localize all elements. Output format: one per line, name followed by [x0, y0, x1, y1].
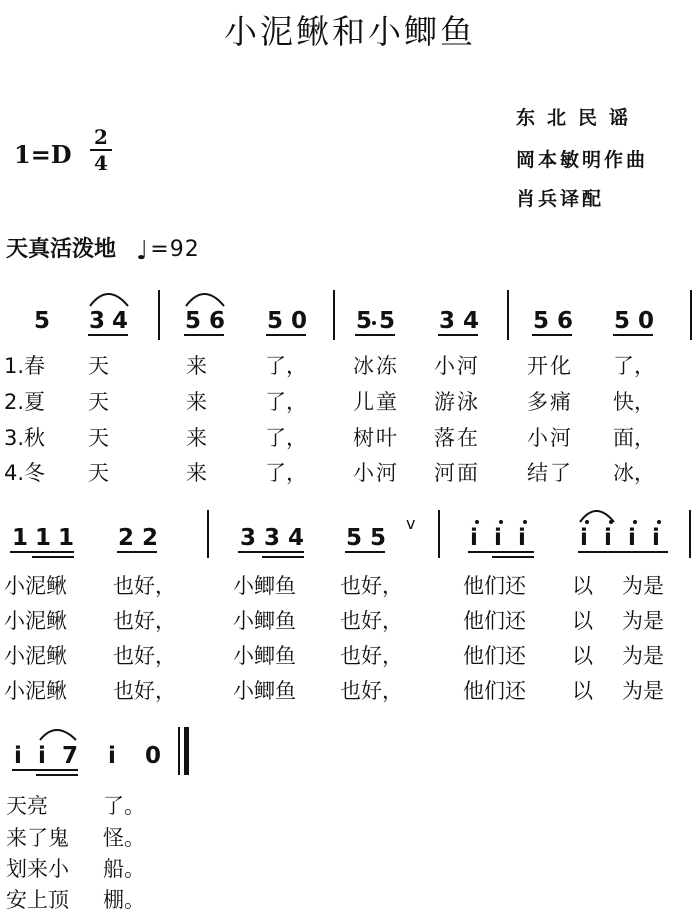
note: 1 [58, 525, 75, 551]
lyric: 为是 [622, 644, 664, 668]
lyric: 4.冬 [4, 461, 46, 485]
lyric: 儿童 [353, 390, 399, 414]
final-bar-thin [178, 727, 180, 775]
octave-dot [585, 520, 589, 524]
note: i [628, 525, 636, 551]
lyric: 1.春 [4, 354, 46, 378]
lyric: 也好， [113, 609, 176, 633]
lyric: 以 [572, 644, 593, 668]
note: 4 [463, 308, 480, 334]
breath-mark: v [406, 514, 416, 533]
lyric: 为是 [622, 679, 664, 703]
underline-beam [12, 769, 78, 771]
lyric: 也好， [340, 644, 403, 668]
underline-beam [32, 556, 74, 558]
note: i [108, 743, 116, 769]
lyric: 树叶 [353, 426, 399, 450]
lyric: 天 [88, 354, 109, 378]
note: i [652, 525, 660, 551]
note: 2 [118, 525, 135, 551]
note: 5 [356, 308, 373, 334]
underline-beam [262, 556, 304, 558]
lyric: 天 [88, 390, 109, 414]
octave-dot [475, 520, 479, 524]
note: 0 [145, 743, 162, 769]
augmentation-dot [372, 321, 376, 325]
lyric: 安上顶 [6, 888, 69, 912]
slur [90, 294, 128, 306]
lyric: 以 [572, 679, 593, 703]
underline-beam [468, 551, 534, 553]
lyric: 了， [265, 390, 307, 414]
lyric: 小泥鳅 [4, 644, 67, 668]
lyric: 小鲫鱼 [233, 644, 296, 668]
note: 5 [533, 308, 550, 334]
lyric: 小鲫鱼 [233, 609, 296, 633]
lyric: 了。 [103, 794, 145, 818]
note: 3 [89, 308, 106, 334]
underline-beam [266, 334, 306, 336]
final-bar-thick [184, 727, 189, 775]
tempo-value: =92 [150, 237, 200, 262]
lyric: 也好， [113, 574, 176, 598]
lyric: 游泳 [434, 390, 480, 414]
bar-line [333, 290, 335, 340]
bar-line [690, 290, 692, 340]
note: 2 [142, 525, 159, 551]
bar-line [689, 510, 691, 558]
lyric: 来了鬼 [6, 826, 69, 850]
underline-beam [438, 334, 478, 336]
lyric: 3.秋 [4, 426, 46, 450]
note: i [14, 743, 22, 769]
slur [186, 294, 224, 306]
note: 5 [614, 308, 631, 334]
bar-line [438, 510, 440, 558]
note: i [580, 525, 588, 551]
time-signature-top: 2 [94, 125, 108, 149]
note: 5 [267, 308, 284, 334]
lyric: 棚。 [103, 888, 145, 912]
lyric: 落在 [434, 426, 480, 450]
underline-beam [184, 334, 224, 336]
lyric: 也好， [340, 609, 403, 633]
lyric: 面， [613, 426, 655, 450]
lyric: 开化 [527, 354, 573, 378]
lyric: 来 [186, 354, 207, 378]
quarter-note-icon: ♩ [136, 236, 149, 266]
note: i [518, 525, 526, 551]
underline-beam [492, 556, 534, 558]
lyric: 也好， [340, 574, 403, 598]
note: 7 [62, 743, 79, 769]
lyric: 小河 [434, 354, 480, 378]
lyric: 小泥鳅 [4, 679, 67, 703]
note: 6 [209, 308, 226, 334]
lyric: 也好， [340, 679, 403, 703]
underline-beam [88, 334, 128, 336]
tempo-marking [6, 232, 200, 266]
underline-beam [117, 551, 157, 553]
note: 5 [185, 308, 202, 334]
lyric: 以 [572, 574, 593, 598]
lyric: 了， [613, 354, 655, 378]
note: i [604, 525, 612, 551]
note: i [38, 743, 46, 769]
note: i [470, 525, 478, 551]
note: 1 [35, 525, 52, 551]
lyric: 小鲫鱼 [233, 574, 296, 598]
underline-beam [532, 334, 572, 336]
note: 5 [34, 308, 51, 334]
lyric: 2.夏 [4, 390, 46, 414]
note: 3 [439, 308, 456, 334]
lyric: 小泥鳅 [4, 574, 67, 598]
underline-beam [613, 334, 653, 336]
lyric: 了， [265, 354, 307, 378]
underline-beam [10, 551, 74, 553]
note: 0 [291, 308, 308, 334]
lyric: 他们还 [463, 679, 526, 703]
note: 6 [557, 308, 574, 334]
bar-line [158, 290, 160, 340]
octave-dot [523, 520, 527, 524]
time-signature [90, 126, 112, 174]
note: 4 [288, 525, 305, 551]
lyric: 河面 [434, 461, 480, 485]
note: 5 [346, 525, 363, 551]
lyric: 小河 [353, 461, 399, 485]
lyric: 天亮 [6, 794, 48, 818]
note: 0 [638, 308, 655, 334]
lyric: 小泥鳅 [4, 609, 67, 633]
credit-composer: 岡本敏明作曲 [516, 149, 649, 171]
lyric: 多痛 [527, 390, 573, 414]
lyric: 也好， [113, 679, 176, 703]
lyric: 怪。 [103, 826, 145, 850]
note: 3 [240, 525, 257, 551]
note: i [494, 525, 502, 551]
note: 3 [264, 525, 281, 551]
time-signature-bottom: 4 [94, 151, 108, 175]
lyric: 为是 [622, 609, 664, 633]
underline-beam [36, 774, 78, 776]
lyric: 来 [186, 426, 207, 450]
note: 5 [379, 308, 396, 334]
underline-beam [578, 551, 668, 553]
octave-dot [657, 520, 661, 524]
lyric: 来 [186, 461, 207, 485]
credit-translator: 肖兵译配 [516, 188, 605, 210]
lyric: 冰冻 [353, 354, 399, 378]
key-signature: 1=D [14, 140, 72, 169]
bar-line [207, 510, 209, 558]
lyric: 小鲫鱼 [233, 679, 296, 703]
credit-folk-origin: 东北民谣 [516, 107, 641, 129]
underline-beam [345, 551, 385, 553]
note: 5 [370, 525, 387, 551]
octave-dot [633, 520, 637, 524]
lyric: 他们还 [463, 609, 526, 633]
lyric: 快， [613, 390, 655, 414]
lyric: 了， [265, 461, 307, 485]
lyric: 了， [265, 426, 307, 450]
note: 4 [112, 308, 129, 334]
song-title: 小泥鳅和小鲫鱼 [224, 12, 476, 51]
octave-dot [609, 520, 613, 524]
lyric: 他们还 [463, 574, 526, 598]
underline-beam [355, 334, 395, 336]
lyric: 划来小 [6, 857, 69, 881]
lyric: 也好， [113, 644, 176, 668]
lyric: 为是 [622, 574, 664, 598]
underline-beam [238, 551, 304, 553]
lyric: 他们还 [463, 644, 526, 668]
lyric: 天 [88, 461, 109, 485]
lyric: 结了 [527, 461, 573, 485]
slur [40, 730, 76, 740]
octave-dot [499, 520, 503, 524]
bar-line [507, 290, 509, 340]
lyric: 来 [186, 390, 207, 414]
lyric: 船。 [103, 857, 145, 881]
lyric: 天 [88, 426, 109, 450]
tempo-text: 天真活泼地 [6, 237, 117, 262]
lyric: 小河 [527, 426, 573, 450]
note: 1 [12, 525, 29, 551]
lyric: 以 [572, 609, 593, 633]
lyric: 冰， [613, 461, 655, 485]
